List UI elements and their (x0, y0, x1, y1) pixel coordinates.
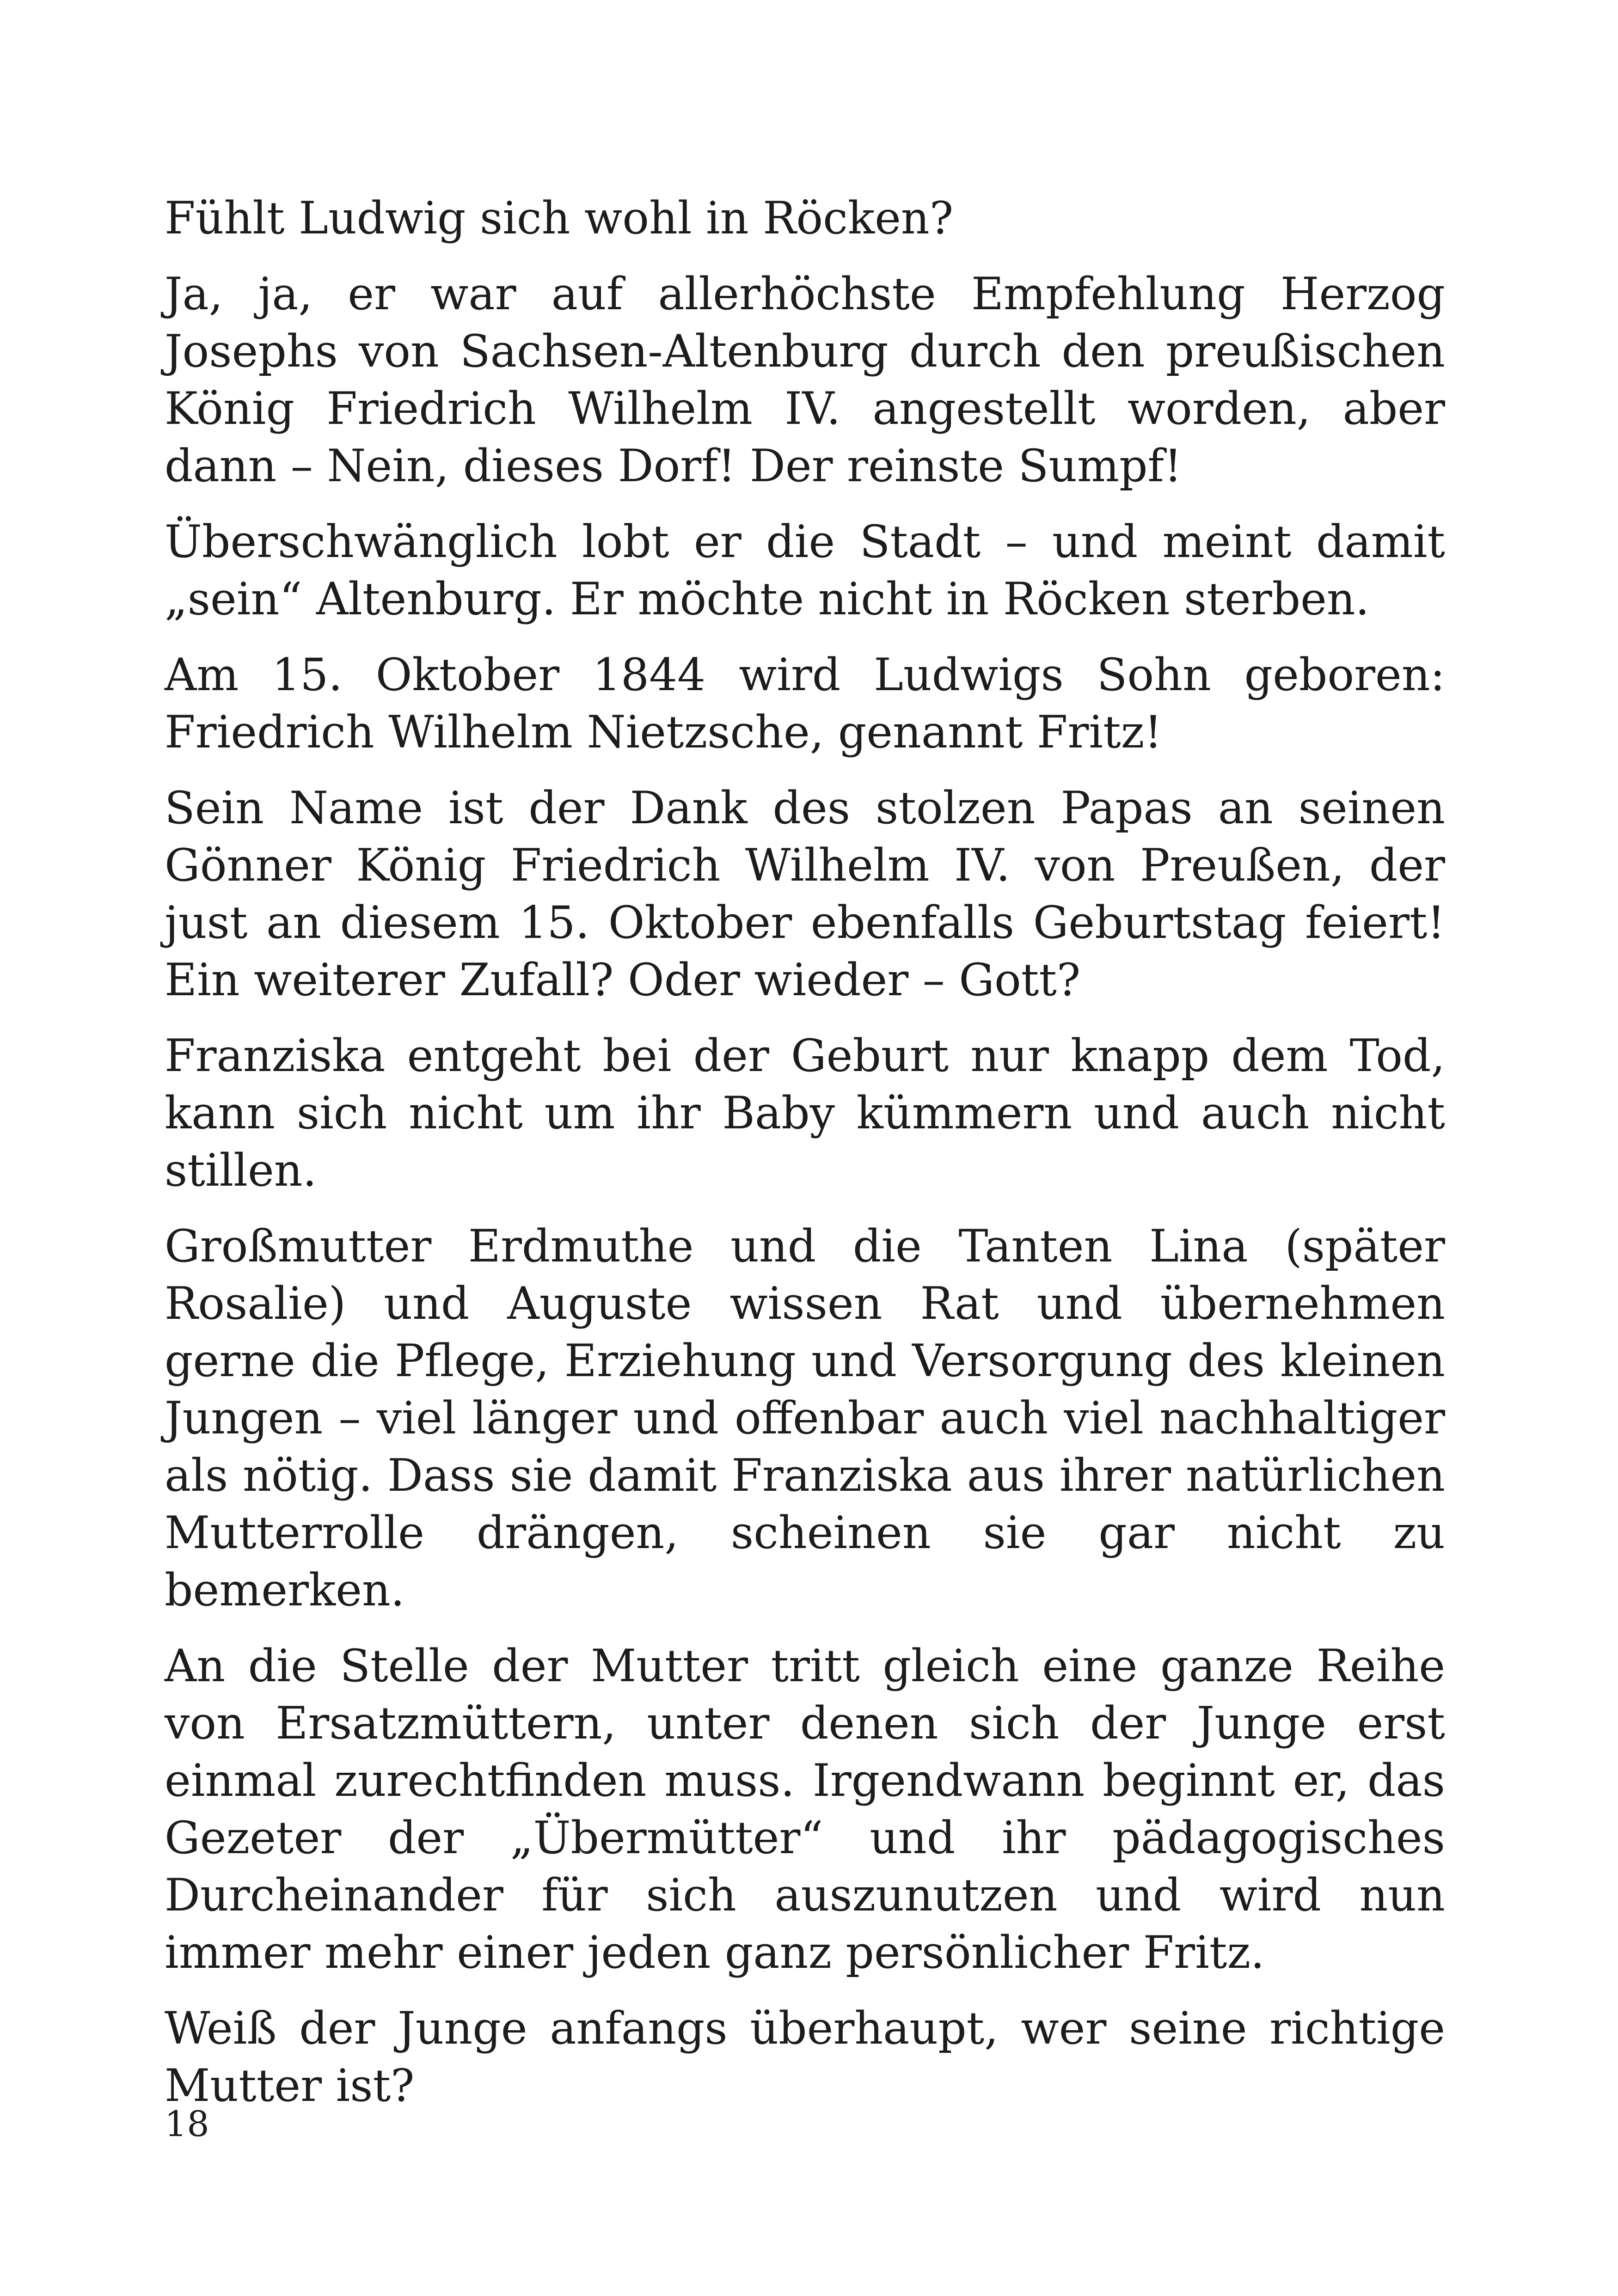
paragraph: Franziska entgeht bei der Geburt nur knapp dem Tod, kann sich nicht um ihr Baby kümmern und auch nicht stillen. (165, 1030, 1445, 1196)
body-text (165, 190, 1445, 2133)
paragraph: An die Stelle der Mutter tritt gleich eine ganze Reihe von Ersatzmüttern, unter denen sich der Junge erst einmal zurechtfinden muss. Irgendwann beginnt er, das Gezeter der „Übermütter“ und ihr pädagogisches Durcheinander für sich auszunutzen und wird nun immer mehr einer jeden ganz persönlicher Fritz. (165, 1640, 1445, 1978)
paragraph: Großmutter Erdmuthe und die Tanten Lina (später Rosalie) und Auguste wissen Rat und übernehmen gerne die Pflege, Erziehung und Versorgung des kleinen Jungen – viel länger und offenbar auch viel nachhaltiger als nötig. Dass sie damit Franziska aus ihrer natürlichen Mutterrolle drängen, scheinen sie gar nicht zu bemerken. (165, 1220, 1445, 1616)
paragraph: Am 15. Oktober 1844 wird Ludwigs Sohn geboren: Friedrich Wilhelm Nietzsche, genannt Fritz! (165, 649, 1445, 758)
paragraph: Sein Name ist der Dank des stolzen Papas an seinen Gönner König Friedrich Wilhelm IV. von Preußen, der just an diesem 15. Oktober ebenfalls Geburtstag feiert! Ein weiterer Zufall? Oder wieder – Gott? (165, 782, 1445, 1006)
paragraph: Weiß der Junge anfangs überhaupt, wer seine richtige Mutter ist? (165, 2002, 1445, 2112)
paragraph: Fühlt Ludwig sich wohl in Röcken? (165, 192, 954, 244)
page-number: 18 (165, 2103, 209, 2144)
paragraph: Ja, ja, er war auf allerhöchste Empfehlung Herzog Josephs von Sachsen-Altenburg durch den preußischen König Friedrich Wilhelm IV. angestellt worden, aber dann – Nein, dieses Dorf! Der reinste Sumpf! (165, 268, 1445, 492)
paragraph: Überschwänglich lobt er die Stadt – und meint damit „sein“ Altenburg. Er möchte nicht in Röcken sterben. (165, 516, 1445, 625)
